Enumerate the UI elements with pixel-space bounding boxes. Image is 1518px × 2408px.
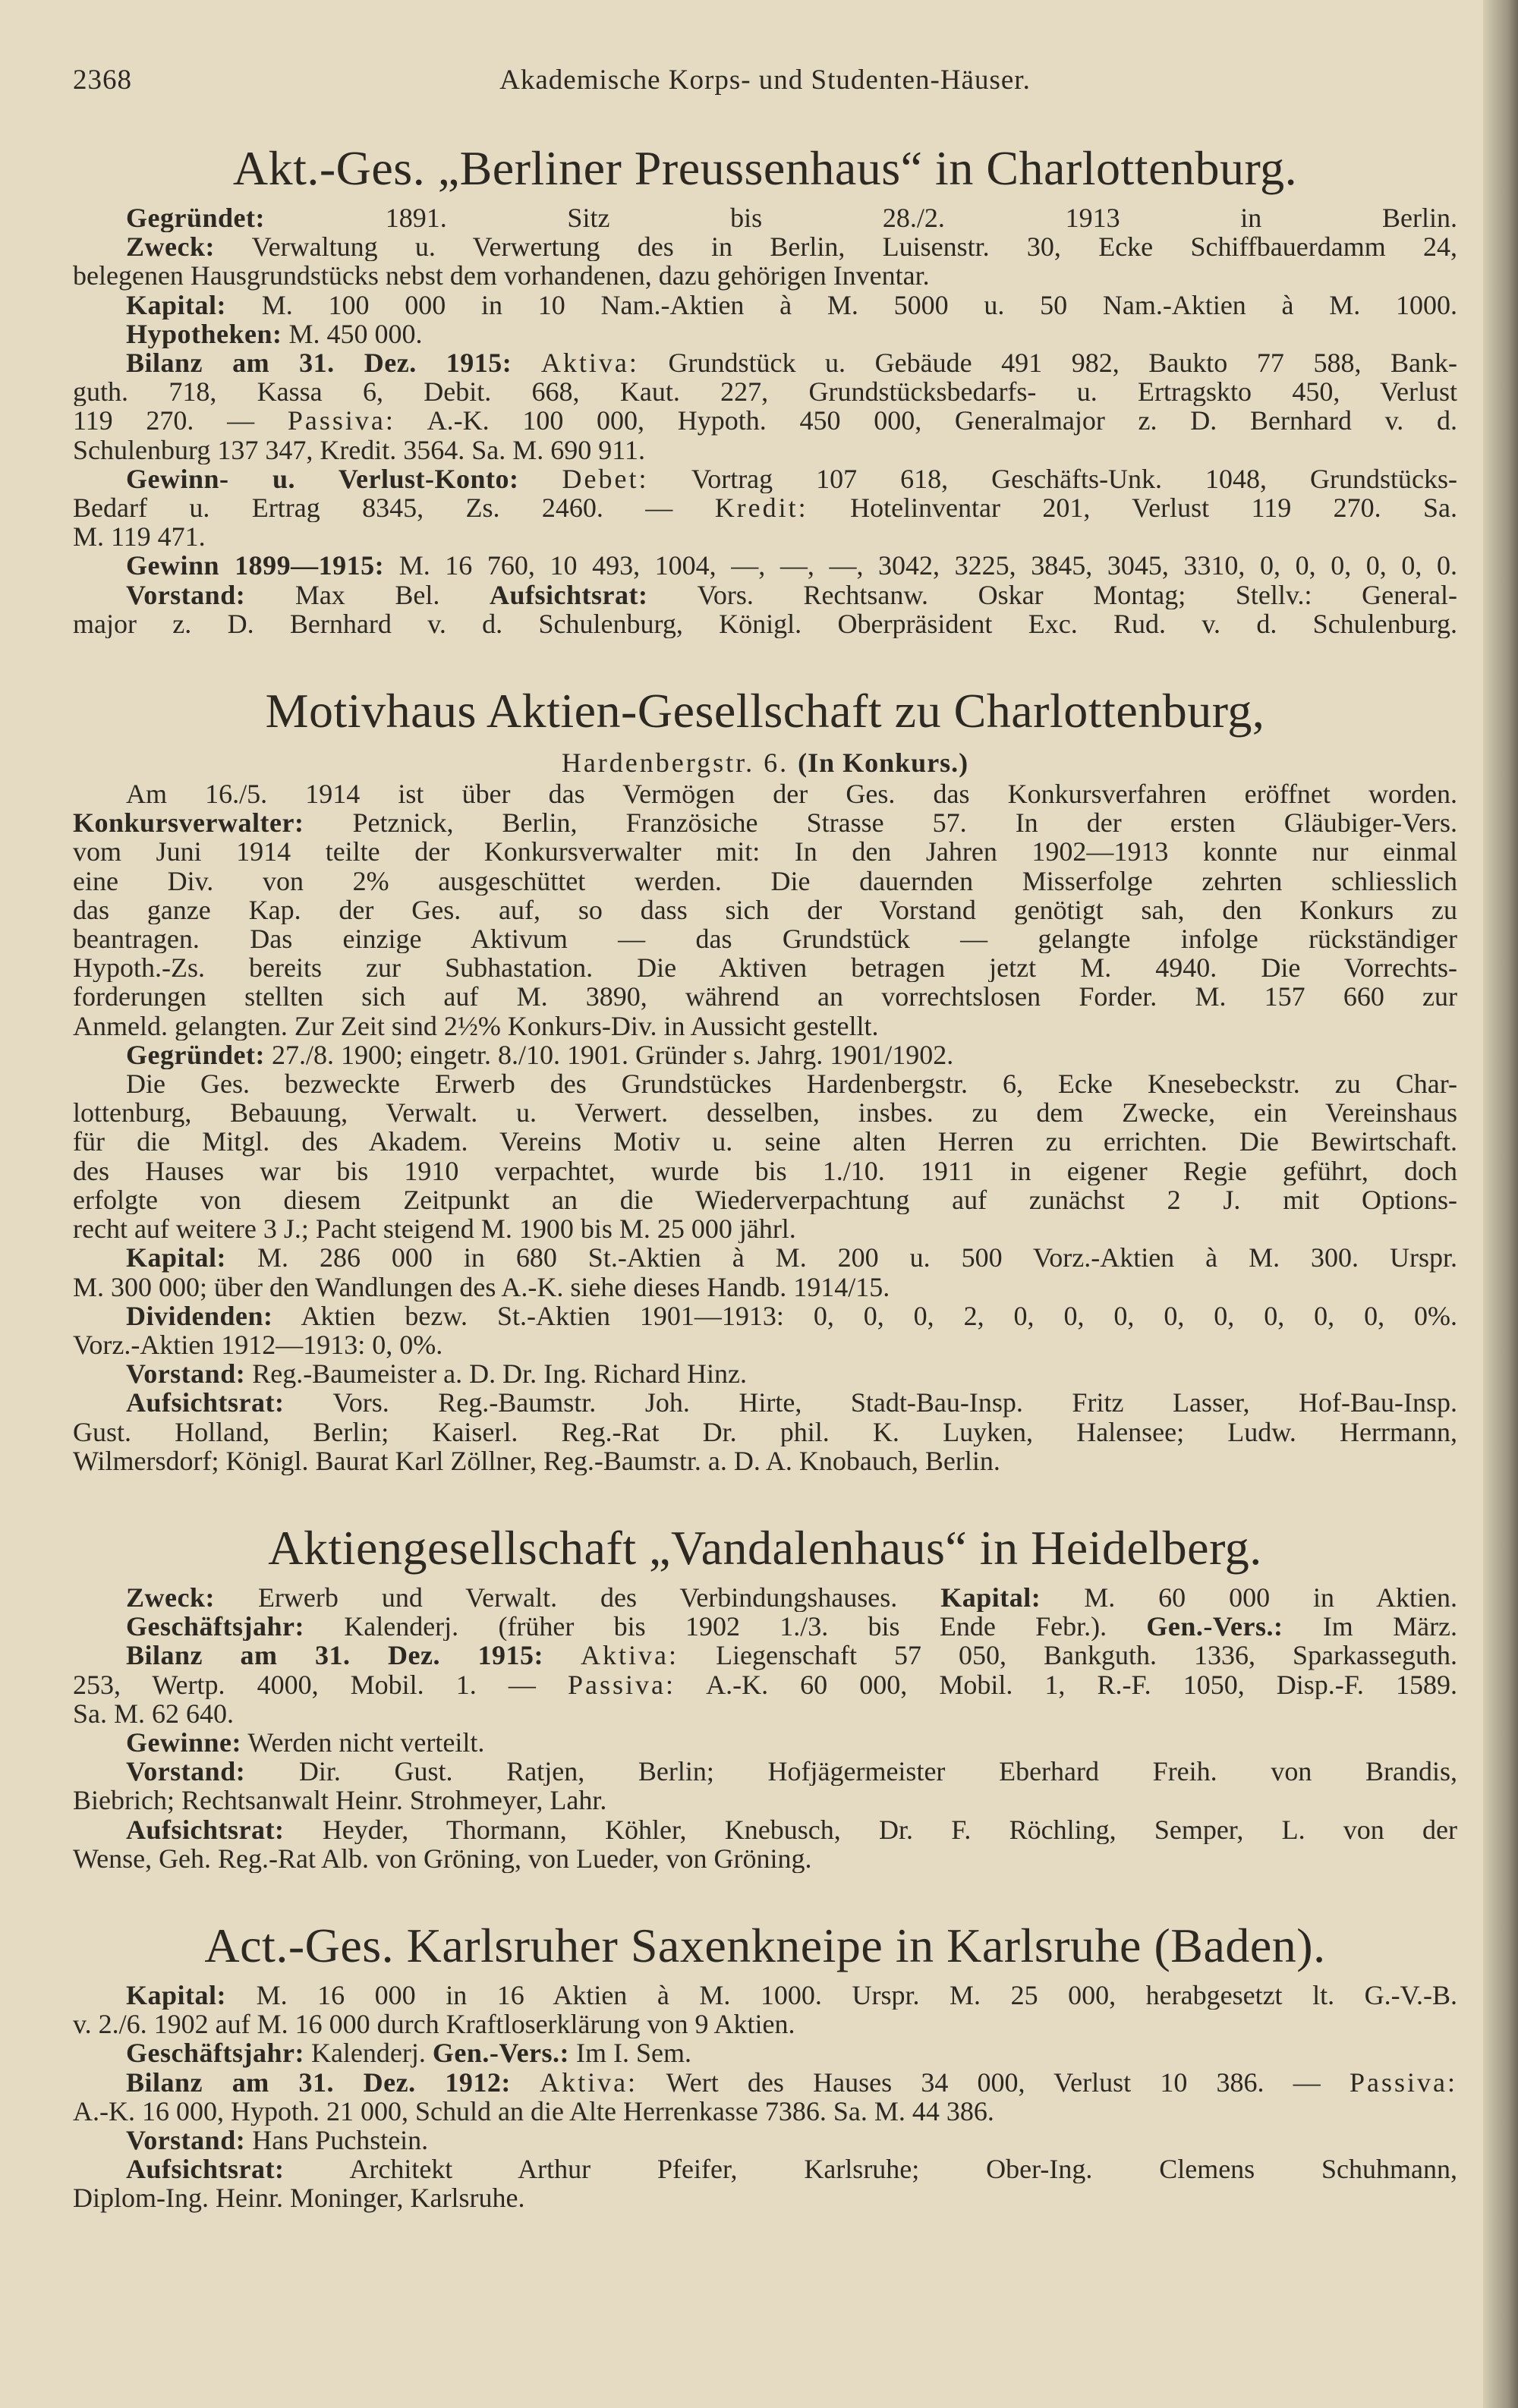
text-line: M. 300 000; über den Wandlungen des A.-K. siehe dieses Handb. 1914/15. bbox=[73, 1272, 890, 1302]
text-line: Vorstand: Reg.-Baumeister a. D. Dr. Ing. Richard Hinz. bbox=[126, 1359, 748, 1389]
entry-title: Akt.-Ges. „Berliner Preussenhaus“ in Charlottenburg. bbox=[232, 141, 1298, 195]
text-line: Gewinn 1899—1915: M. 16 760, 10 493, 1004, —, —, —, 3042, 3225, 3845, 3045, 3310, 0, 0, 0, 0, 0, 0. bbox=[126, 551, 1457, 581]
text-line: 253, Wertp. 4000, Mobil. 1. — Passiva: A.-K. 60 000, Mobil. 1, R.-F. 1050, Disp.-F. 1589. bbox=[73, 1670, 1457, 1699]
text-line: Zweck: Verwaltung u. Verwertung des in Berlin, Luisenstr. 30, Ecke Schiffbauerdamm 24, bbox=[126, 232, 1457, 262]
running-head bbox=[73, 58, 1457, 106]
text-line: Gegründet: 27./8. 1900; eingetr. 8./10. 1901. Gründer s. Jahrg. 1901/1902. bbox=[126, 1040, 954, 1070]
text-line: Aufsichtsrat: Heyder, Thormann, Köhler, Knebusch, Dr. F. Röchling, Semper, L. von der bbox=[126, 1815, 1457, 1844]
text-line: Gegründet: 1891. Sitz bis 28./2. 1913 in Berlin. bbox=[126, 203, 1457, 233]
entry-vandalenhaus bbox=[73, 1518, 1457, 1873]
text-line: Kapital: M. 286 000 in 680 St.-Aktien à M. 200 u. 500 Vorz.-Aktien à M. 300. Urspr. bbox=[126, 1243, 1457, 1273]
text-line: Bedarf u. Ertrag 8345, Zs. 2460. — Kredit: Hotelinventar 201, Verlust 119 270. Sa. bbox=[73, 493, 1457, 523]
text-line: Kapital: M. 16 000 in 16 Aktien à M. 1000. Urspr. M. 25 000, herabgesetzt lt. G.-V.-B. bbox=[126, 1980, 1457, 2010]
text-line: beantragen. Das einzige Aktivum — das Grundstück — gelangte infolge rückständiger bbox=[73, 924, 1457, 954]
text-line: major z. D. Bernhard v. d. Schulenburg, Königl. Oberpräsident Exc. Rud. v. d. Schulenburg. bbox=[73, 609, 1457, 639]
text-line: Dividenden: Aktien bezw. St.-Aktien 1901—1913: 0, 0, 0, 2, 0, 0, 0, 0, 0, 0, 0, 0, 0%. bbox=[126, 1301, 1457, 1330]
text-line: lottenburg, Bebauung, Verwalt. u. Verwert. desselben, insbes. zu dem Zwecke, ein Vereinshaus bbox=[73, 1098, 1457, 1128]
entry-subtitle: Hardenbergstr. 6. (In Konkurs.) bbox=[561, 748, 969, 779]
text-line: Gewinn- u. Verlust-Konto: Debet: Vortrag 107 618, Geschäfts-Unk. 1048, Grundstücks- bbox=[126, 464, 1457, 494]
text-line: das ganze Kap. der Ges. auf, so dass sich der Vorstand genötigt sah, den Konkurs zu bbox=[73, 895, 1457, 925]
entry-saxenkneipe bbox=[73, 1915, 1457, 2213]
text-line: forderungen stellten sich auf M. 3890, während an vorrechtslosen Forder. M. 157 660 zur bbox=[73, 982, 1457, 1012]
text-line: Biebrich; Rechtsanwalt Heinr. Strohmeyer, Lahr. bbox=[73, 1786, 607, 1815]
entry-berliner-preussenhaus bbox=[73, 138, 1457, 638]
entry-title: Act.-Ges. Karlsruher Saxenkneipe in Karlsruhe (Baden). bbox=[204, 1918, 1326, 1972]
text-line: Hypotheken: M. 450 000. bbox=[126, 319, 423, 349]
text-line: Gewinne: Werden nicht verteilt. bbox=[126, 1727, 485, 1758]
text-line: Vorstand: Dir. Gust. Ratjen, Berlin; Hofjägermeister Eberhard Freih. von Brandis, bbox=[126, 1757, 1457, 1786]
text-line: Anmeld. gelangten. Zur Zeit sind 2½% Konkurs-Div. in Aussicht gestellt. bbox=[73, 1011, 879, 1040]
text-line: Zweck: Erwerb und Verwalt. des Verbindungshauses. Kapital: M. 60 000 in Aktien. bbox=[126, 1582, 1457, 1613]
text-line: Schulenburg 137 347, Kredit. 3564. Sa. M. 690 911. bbox=[73, 435, 645, 464]
text-line: v. 2./6. 1902 auf M. 16 000 durch Kraftloserklärung von 9 Aktien. bbox=[73, 2010, 795, 2039]
text-line: Konkursverwalter: Petznick, Berlin, Französiche Strasse 57. In der ersten Gläubiger-Vers. bbox=[73, 808, 1457, 838]
text-line: Geschäftsjahr: Kalenderj. (früher bis 1902 1./3. bis Ende Febr.). Gen.-Vers.: Im März. bbox=[126, 1612, 1457, 1642]
text-line: Bilanz am 31. Dez. 1915: Aktiva: Grundstück u. Gebäude 491 982, Baukto 77 588, Bank- bbox=[126, 348, 1457, 378]
entry-title: Aktiengesellschaft „Vandalenhaus“ in Heidelberg. bbox=[268, 1520, 1262, 1575]
text-line: 119 270. — Passiva: A.-K. 100 000, Hypoth. 450 000, Generalmajor z. D. Bernhard v. d. bbox=[73, 406, 1457, 436]
text-line: A.-K. 16 000, Hypoth. 21 000, Schuld an die Alte Herrenkasse 7386. Sa. M. 44 386. bbox=[73, 2096, 994, 2126]
entry-motivhaus bbox=[73, 681, 1457, 1475]
text-line: Vorstand: Hans Puchstein. bbox=[126, 2125, 429, 2155]
text-line: Hypoth.-Zs. bereits zur Subhastation. Die Aktiven betragen jetzt M. 4940. Die Vorrechts- bbox=[73, 953, 1457, 983]
text-line: eine Div. von 2% ausgeschüttet werden. Die dauernden Misserfolge zehrten schliesslich bbox=[73, 866, 1457, 896]
text-line: Vorz.-Aktien 1912—1913: 0, 0%. bbox=[73, 1330, 443, 1360]
text-line: Vorstand: Max Bel. Aufsichtsrat: Vors. Rechtsanw. Oskar Montag; Stellv.: General- bbox=[126, 580, 1457, 609]
text-line: M. 119 471. bbox=[73, 522, 206, 552]
text-line: guth. 718, Kassa 6, Debit. 668, Kaut. 227, Grundstücksbedarfs- u. Ertragskto 450, Verlust bbox=[73, 377, 1457, 407]
text-line: belegenen Hausgrundstücks nebst dem vorhandenen, dazu gehörigen Inventar. bbox=[73, 261, 930, 291]
text-line: Wense, Geh. Reg.-Rat Alb. von Gröning, von Lueder, von Gröning. bbox=[73, 1843, 812, 1873]
text-line: Aufsichtsrat: Architekt Arthur Pfeifer, Karlsruhe; Ober-Ing. Clemens Schuhmann, bbox=[126, 2155, 1457, 2184]
text-line: Am 16./5. 1914 ist über das Vermögen der Ges. das Konkursverfahren eröffnet worden. bbox=[126, 779, 1457, 809]
page-number: 2368 bbox=[73, 65, 132, 96]
text-line: Bilanz am 31. Dez. 1912: Aktiva: Wert des Hauses 34 000, Verlust 10 386. — Passiva: bbox=[126, 2067, 1457, 2097]
running-title: Akademische Korps- und Studenten-Häuser. bbox=[499, 65, 1031, 96]
entry-title: Motivhaus Aktien-Gesellschaft zu Charlottenburg, bbox=[265, 684, 1265, 738]
text-line: Aufsichtsrat: Vors. Reg.-Baumstr. Joh. Hirte, Stadt-Bau-Insp. Fritz Lasser, Hof-Bau-Insp. bbox=[126, 1388, 1457, 1418]
text-line: recht auf weitere 3 J.; Pacht steigend M. 1900 bis M. 25 000 jährl. bbox=[73, 1214, 796, 1244]
text-line: Gust. Holland, Berlin; Kaiserl. Reg.-Rat Dr. phil. K. Luyken, Halensee; Ludw. Herrmann, bbox=[73, 1417, 1457, 1446]
page-edge-shadow bbox=[1483, 0, 1518, 2408]
text-line: Kapital: M. 100 000 in 10 Nam.-Aktien à M. 5000 u. 50 Nam.-Aktien à M. 1000. bbox=[126, 290, 1457, 319]
text-line: vom Juni 1914 teilte der Konkursverwalter mit: In den Jahren 1902—1913 konnte nur einmal bbox=[73, 837, 1457, 867]
text-line: Bilanz am 31. Dez. 1915: Aktiva: Liegenschaft 57 050, Bankguth. 1336, Sparkasseguth. bbox=[126, 1641, 1457, 1670]
text-line: des Hauses war bis 1910 verpachtet, wurde bis 1./10. 1911 in eigener Regie geführt, doch bbox=[73, 1156, 1457, 1185]
text-line: Sa. M. 62 640. bbox=[73, 1698, 235, 1728]
text-line: Geschäftsjahr: Kalenderj. Gen.-Vers.: Im I. Sem. bbox=[126, 2038, 692, 2068]
text-line: Diplom-Ing. Heinr. Moninger, Karlsruhe. bbox=[73, 2183, 525, 2213]
text-line: für die Mitgl. des Akadem. Vereins Motiv u. seine alten Herren zu errichten. Die Bewirtschaft. bbox=[73, 1127, 1457, 1157]
text-line: erfolgte von diesem Zeitpunkt an die Wiederverpachtung auf zunächst 2 J. mit Options- bbox=[73, 1185, 1457, 1215]
text-line: Wilmersdorf; Königl. Baurat Karl Zöllner, Reg.-Baumstr. a. D. A. Knobauch, Berlin. bbox=[73, 1446, 1000, 1475]
text-line: Die Ges. bezweckte Erwerb des Grundstückes Hardenbergstr. 6, Ecke Knesebeckstr. zu Char- bbox=[126, 1069, 1457, 1099]
